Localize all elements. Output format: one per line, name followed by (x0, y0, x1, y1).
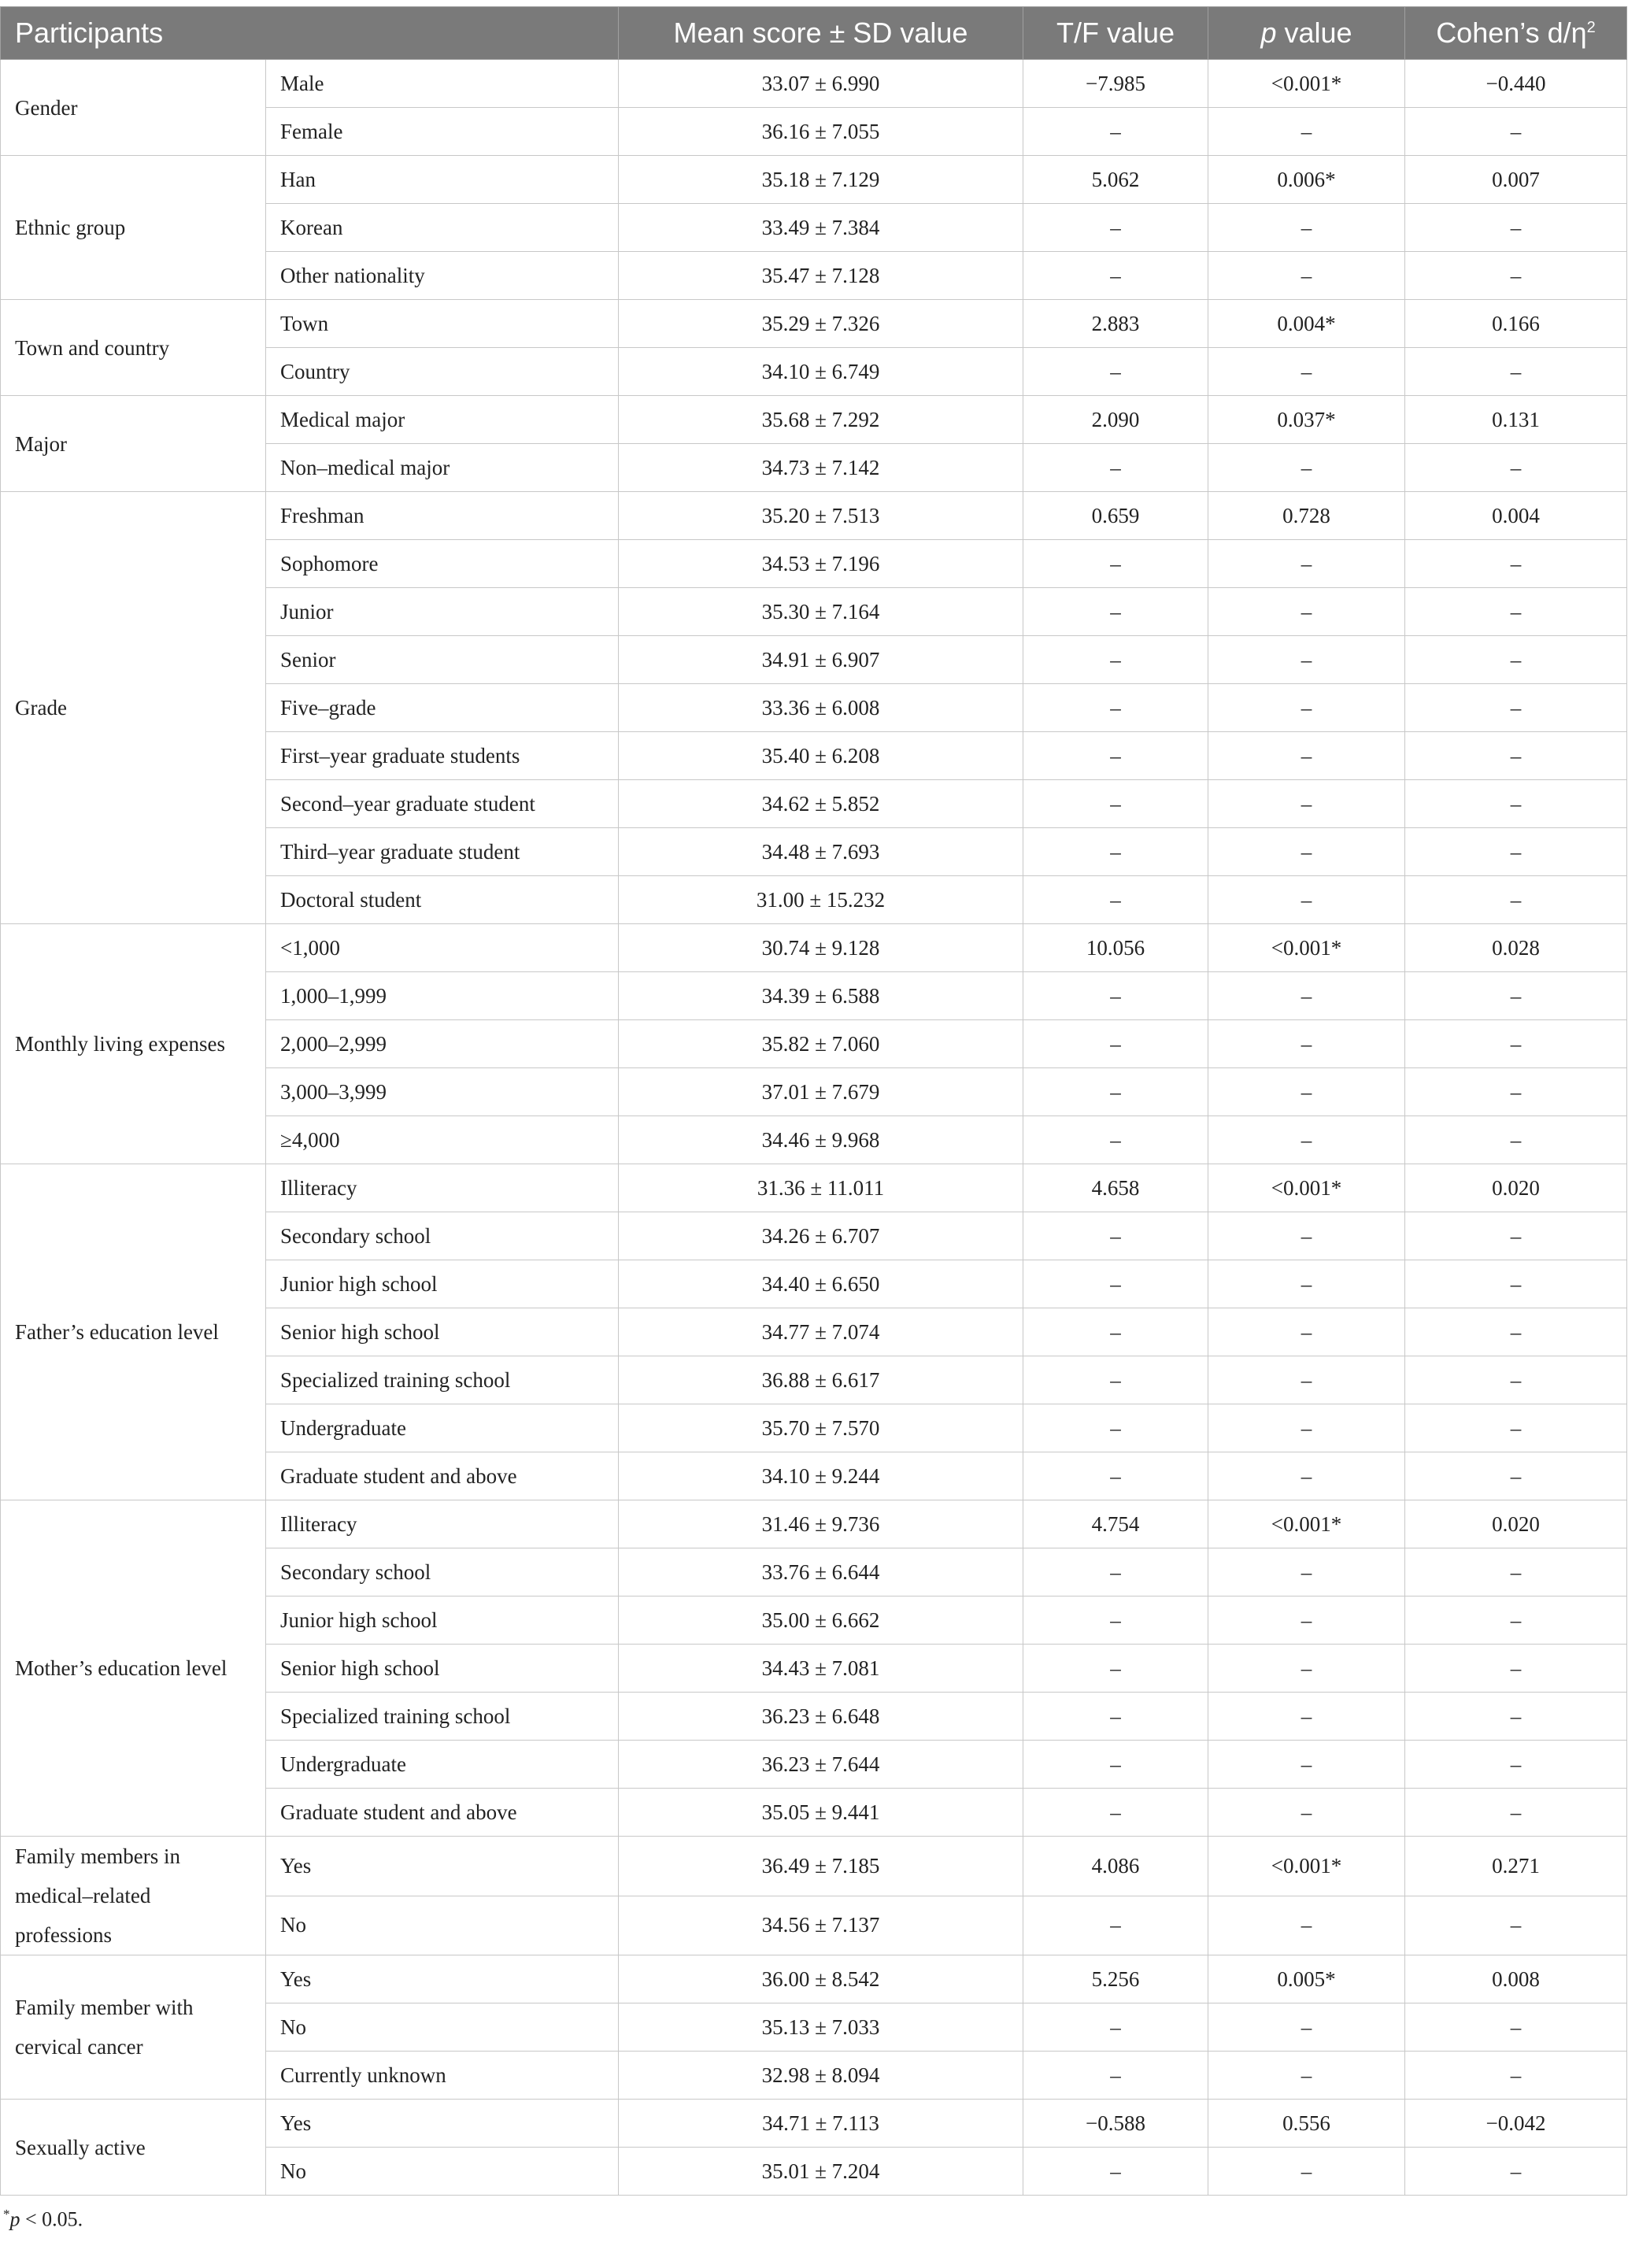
group-name-cell: Mother’s education level (1, 1500, 266, 1837)
p-value-cell: 0.005* (1208, 1955, 1405, 2003)
cohen-value-cell: – (1405, 2052, 1627, 2100)
subgroup-label-cell: Junior (266, 588, 619, 636)
tf-value-cell: – (1023, 2052, 1208, 2100)
cohen-value-cell: – (1405, 204, 1627, 252)
tf-value-cell: 4.658 (1023, 1164, 1208, 1212)
mean-score-cell: 35.82 ± 7.060 (619, 1020, 1023, 1068)
table-row (1, 60, 1627, 108)
subgroup-label-cell: 2,000–2,999 (266, 1020, 619, 1068)
subgroup-label-cell: Junior high school (266, 1596, 619, 1645)
cohen-value-cell: – (1405, 828, 1627, 876)
subgroup-label-cell: Country (266, 348, 619, 396)
mean-score-cell: 32.98 ± 8.094 (619, 2052, 1023, 2100)
p-value-cell: – (1208, 876, 1405, 924)
table-row (1, 156, 1627, 204)
p-value-cell: – (1208, 1068, 1405, 1116)
p-value-cell: – (1208, 588, 1405, 636)
subgroup-label-cell: Graduate student and above (266, 1452, 619, 1500)
subgroup-label-cell: First–year graduate students (266, 732, 619, 780)
p-value-cell: – (1208, 444, 1405, 492)
mean-score-cell: 34.71 ± 7.113 (619, 2100, 1023, 2148)
tf-value-cell: – (1023, 1741, 1208, 1789)
subgroup-label-cell: Male (266, 60, 619, 108)
mean-score-cell: 35.05 ± 9.441 (619, 1789, 1023, 1837)
mean-score-cell: 36.23 ± 7.644 (619, 1741, 1023, 1789)
mean-score-cell: 33.07 ± 6.990 (619, 60, 1023, 108)
subgroup-label-cell: Five–grade (266, 684, 619, 732)
results-table (0, 6, 1627, 2196)
subgroup-label-cell: Specialized training school (266, 1693, 619, 1741)
p-value-cell: – (1208, 540, 1405, 588)
p-value-cell: – (1208, 1596, 1405, 1645)
p-value-cell: <0.001* (1208, 1164, 1405, 1212)
p-value-cell: – (1208, 2003, 1405, 2052)
subgroup-label-cell: Han (266, 156, 619, 204)
header-row (1, 7, 1627, 60)
mean-score-cell: 34.40 ± 6.650 (619, 1260, 1023, 1308)
tf-value-cell: – (1023, 1356, 1208, 1404)
cohen-value-cell: – (1405, 1116, 1627, 1164)
mean-score-cell: 33.76 ± 6.644 (619, 1548, 1023, 1596)
cohen-value-cell: 0.007 (1405, 156, 1627, 204)
mean-score-cell: 35.01 ± 7.204 (619, 2148, 1023, 2196)
subgroup-label-cell: No (266, 2003, 619, 2052)
mean-score-cell: 34.26 ± 6.707 (619, 1212, 1023, 1260)
p-value-cell: – (1208, 1548, 1405, 1596)
cohen-value-cell: 0.271 (1405, 1837, 1627, 1896)
p-value-cell: – (1208, 1212, 1405, 1260)
mean-score-cell: 35.40 ± 6.208 (619, 732, 1023, 780)
cohen-value-cell: – (1405, 780, 1627, 828)
subgroup-label-cell: Non–medical major (266, 444, 619, 492)
mean-score-cell: 34.56 ± 7.137 (619, 1896, 1023, 1955)
mean-score-cell: 34.10 ± 6.749 (619, 348, 1023, 396)
subgroup-label-cell: Currently unknown (266, 2052, 619, 2100)
table-row (1, 492, 1627, 540)
tf-value-cell: – (1023, 1308, 1208, 1356)
subgroup-label-cell: Yes (266, 1955, 619, 2003)
header-p-value (1208, 7, 1405, 60)
cohen-value-cell: – (1405, 1308, 1627, 1356)
group-name-cell: Family member with cervical cancer (1, 1955, 266, 2100)
cohen-value-cell: – (1405, 2148, 1627, 2196)
cohen-value-cell: – (1405, 1896, 1627, 1955)
tf-value-cell: – (1023, 732, 1208, 780)
p-value-cell: – (1208, 972, 1405, 1020)
mean-score-cell: 34.62 ± 5.852 (619, 780, 1023, 828)
mean-score-cell: 33.36 ± 6.008 (619, 684, 1023, 732)
cohen-value-cell: 0.020 (1405, 1500, 1627, 1548)
cohen-value-cell: 0.028 (1405, 924, 1627, 972)
header-p-rest: value (1276, 17, 1352, 49)
cohen-value-cell: – (1405, 1645, 1627, 1693)
subgroup-label-cell: Junior high school (266, 1260, 619, 1308)
p-value-cell: – (1208, 828, 1405, 876)
group-name-cell: Major (1, 396, 266, 492)
tf-value-cell: – (1023, 1896, 1208, 1955)
tf-value-cell: – (1023, 972, 1208, 1020)
tf-value-cell: – (1023, 2148, 1208, 2196)
header-cohen-text: Cohen’s d/η (1436, 17, 1587, 49)
subgroup-label-cell: Freshman (266, 492, 619, 540)
subgroup-label-cell: Korean (266, 204, 619, 252)
table-row (1, 300, 1627, 348)
p-value-cell: <0.001* (1208, 1500, 1405, 1548)
cohen-value-cell: – (1405, 1068, 1627, 1116)
p-value-cell: – (1208, 1693, 1405, 1741)
group-name-cell: Father’s education level (1, 1164, 266, 1500)
tf-value-cell: – (1023, 1693, 1208, 1741)
p-value-cell: <0.001* (1208, 60, 1405, 108)
subgroup-label-cell: Yes (266, 2100, 619, 2148)
subgroup-label-cell: Other nationality (266, 252, 619, 300)
tf-value-cell: – (1023, 1452, 1208, 1500)
mean-score-cell: 31.00 ± 15.232 (619, 876, 1023, 924)
p-value-cell: 0.556 (1208, 2100, 1405, 2148)
p-value-cell: – (1208, 252, 1405, 300)
p-value-cell: 0.037* (1208, 396, 1405, 444)
p-value-cell: <0.001* (1208, 1837, 1405, 1896)
subgroup-label-cell: Second–year graduate student (266, 780, 619, 828)
p-value-cell: – (1208, 1452, 1405, 1500)
subgroup-label-cell: Undergraduate (266, 1741, 619, 1789)
subgroup-label-cell: <1,000 (266, 924, 619, 972)
cohen-value-cell: −0.042 (1405, 2100, 1627, 2148)
p-value-cell: – (1208, 1260, 1405, 1308)
table-row (1, 1164, 1627, 1212)
footnote-mark: * (3, 2207, 10, 2222)
tf-value-cell: – (1023, 1645, 1208, 1693)
tf-value-cell: 5.062 (1023, 156, 1208, 204)
cohen-value-cell: – (1405, 972, 1627, 1020)
footnote-p: p (9, 2207, 20, 2231)
subgroup-label-cell: 3,000–3,999 (266, 1068, 619, 1116)
p-value-cell: – (1208, 1741, 1405, 1789)
mean-score-cell: 36.23 ± 6.648 (619, 1693, 1023, 1741)
mean-score-cell: 37.01 ± 7.679 (619, 1068, 1023, 1116)
cohen-value-cell: – (1405, 1212, 1627, 1260)
footnote (3, 2207, 1628, 2232)
tf-value-cell: – (1023, 1116, 1208, 1164)
p-value-cell: – (1208, 108, 1405, 156)
mean-score-cell: 31.46 ± 9.736 (619, 1500, 1023, 1548)
table-row (1, 1837, 1627, 1896)
tf-value-cell: – (1023, 588, 1208, 636)
table-row (1, 924, 1627, 972)
cohen-value-cell: – (1405, 1452, 1627, 1500)
cohen-value-cell: −0.440 (1405, 60, 1627, 108)
cohen-value-cell: – (1405, 1356, 1627, 1404)
cohen-value-cell: – (1405, 1693, 1627, 1741)
mean-score-cell: 35.20 ± 7.513 (619, 492, 1023, 540)
cohen-value-cell: 0.020 (1405, 1164, 1627, 1212)
cohen-value-cell: – (1405, 876, 1627, 924)
subgroup-label-cell: Senior high school (266, 1308, 619, 1356)
p-value-cell: – (1208, 732, 1405, 780)
p-value-cell: – (1208, 348, 1405, 396)
mean-score-cell: 34.48 ± 7.693 (619, 828, 1023, 876)
cohen-value-cell: 0.008 (1405, 1955, 1627, 2003)
mean-score-cell: 35.13 ± 7.033 (619, 2003, 1023, 2052)
header-cohen-sup: 2 (1586, 19, 1596, 36)
cohen-value-cell: – (1405, 444, 1627, 492)
cohen-value-cell: 0.131 (1405, 396, 1627, 444)
tf-value-cell: – (1023, 780, 1208, 828)
footnote-text: < 0.05. (20, 2207, 83, 2231)
subgroup-label-cell: No (266, 2148, 619, 2196)
tf-value-cell: – (1023, 252, 1208, 300)
cohen-value-cell: – (1405, 252, 1627, 300)
subgroup-label-cell: Secondary school (266, 1212, 619, 1260)
subgroup-label-cell: Secondary school (266, 1548, 619, 1596)
group-name-cell: Gender (1, 60, 266, 156)
cohen-value-cell: – (1405, 1404, 1627, 1452)
group-name-cell: Monthly living expenses (1, 924, 266, 1164)
header-cohen (1405, 7, 1627, 60)
cohen-value-cell: – (1405, 1020, 1627, 1068)
p-value-cell: – (1208, 1356, 1405, 1404)
p-value-cell: – (1208, 780, 1405, 828)
table-body (1, 60, 1627, 2196)
header-tf-value: T/F value (1023, 7, 1208, 60)
subgroup-label-cell: 1,000–1,999 (266, 972, 619, 1020)
mean-score-cell: 35.30 ± 7.164 (619, 588, 1023, 636)
group-name-cell: Town and country (1, 300, 266, 396)
mean-score-cell: 34.53 ± 7.196 (619, 540, 1023, 588)
subgroup-label-cell: Undergraduate (266, 1404, 619, 1452)
subgroup-label-cell: No (266, 1896, 619, 1955)
p-value-cell: – (1208, 1896, 1405, 1955)
table-row (1, 396, 1627, 444)
cohen-value-cell: – (1405, 108, 1627, 156)
tf-value-cell: 10.056 (1023, 924, 1208, 972)
table-row (1, 1955, 1627, 2003)
p-value-cell: – (1208, 1645, 1405, 1693)
mean-score-cell: 36.88 ± 6.617 (619, 1356, 1023, 1404)
tf-value-cell: – (1023, 204, 1208, 252)
mean-score-cell: 35.70 ± 7.570 (619, 1404, 1023, 1452)
tf-value-cell: – (1023, 1020, 1208, 1068)
tf-value-cell: – (1023, 1068, 1208, 1116)
mean-score-cell: 34.77 ± 7.074 (619, 1308, 1023, 1356)
p-value-cell: – (1208, 684, 1405, 732)
mean-score-cell: 36.16 ± 7.055 (619, 108, 1023, 156)
cohen-value-cell: – (1405, 348, 1627, 396)
subgroup-label-cell: Doctoral student (266, 876, 619, 924)
tf-value-cell: – (1023, 444, 1208, 492)
cohen-value-cell: – (1405, 1789, 1627, 1837)
table-row (1, 1500, 1627, 1548)
cohen-value-cell: – (1405, 1548, 1627, 1596)
p-value-cell: – (1208, 1404, 1405, 1452)
mean-score-cell: 35.00 ± 6.662 (619, 1596, 1023, 1645)
p-value-cell: – (1208, 2052, 1405, 2100)
subgroup-label-cell: ≥4,000 (266, 1116, 619, 1164)
p-value-cell: 0.004* (1208, 300, 1405, 348)
mean-score-cell: 35.68 ± 7.292 (619, 396, 1023, 444)
subgroup-label-cell: Senior (266, 636, 619, 684)
tf-value-cell: – (1023, 540, 1208, 588)
mean-score-cell: 35.47 ± 7.128 (619, 252, 1023, 300)
cohen-value-cell: – (1405, 588, 1627, 636)
group-name-cell: Sexually active (1, 2100, 266, 2196)
subgroup-label-cell: Medical major (266, 396, 619, 444)
cohen-value-cell: – (1405, 540, 1627, 588)
mean-score-cell: 34.43 ± 7.081 (619, 1645, 1023, 1693)
subgroup-label-cell: Senior high school (266, 1645, 619, 1693)
tf-value-cell: – (1023, 348, 1208, 396)
tf-value-cell: – (1023, 108, 1208, 156)
cohen-value-cell: 0.004 (1405, 492, 1627, 540)
mean-score-cell: 35.18 ± 7.129 (619, 156, 1023, 204)
tf-value-cell: – (1023, 876, 1208, 924)
subgroup-label-cell: Town (266, 300, 619, 348)
cohen-value-cell: – (1405, 732, 1627, 780)
mean-score-cell: 35.29 ± 7.326 (619, 300, 1023, 348)
tf-value-cell: 2.090 (1023, 396, 1208, 444)
tf-value-cell: 4.086 (1023, 1837, 1208, 1896)
tf-value-cell: – (1023, 1404, 1208, 1452)
mean-score-cell: 33.49 ± 7.384 (619, 204, 1023, 252)
header-p-italic: p (1260, 17, 1277, 49)
group-name-cell: Ethnic group (1, 156, 266, 300)
cohen-value-cell: – (1405, 1596, 1627, 1645)
cohen-value-cell: – (1405, 1260, 1627, 1308)
subgroup-label-cell: Graduate student and above (266, 1789, 619, 1837)
table-row (1, 2100, 1627, 2148)
tf-value-cell: – (1023, 2003, 1208, 2052)
p-value-cell: – (1208, 1116, 1405, 1164)
tf-value-cell: 2.883 (1023, 300, 1208, 348)
cohen-value-cell: – (1405, 2003, 1627, 2052)
tf-value-cell: – (1023, 1596, 1208, 1645)
mean-score-cell: 36.00 ± 8.542 (619, 1955, 1023, 2003)
mean-score-cell: 34.46 ± 9.968 (619, 1116, 1023, 1164)
p-value-cell: <0.001* (1208, 924, 1405, 972)
tf-value-cell: 4.754 (1023, 1500, 1208, 1548)
p-value-cell: 0.006* (1208, 156, 1405, 204)
mean-score-cell: 34.39 ± 6.588 (619, 972, 1023, 1020)
subgroup-label-cell: Specialized training school (266, 1356, 619, 1404)
cohen-value-cell: – (1405, 684, 1627, 732)
group-name-cell: Grade (1, 492, 266, 924)
tf-value-cell: – (1023, 1548, 1208, 1596)
subgroup-label-cell: Female (266, 108, 619, 156)
tf-value-cell: – (1023, 684, 1208, 732)
mean-score-cell: 31.36 ± 11.011 (619, 1164, 1023, 1212)
cohen-value-cell: 0.166 (1405, 300, 1627, 348)
subgroup-label-cell: Yes (266, 1837, 619, 1896)
tf-value-cell: – (1023, 1260, 1208, 1308)
tf-value-cell: −7.985 (1023, 60, 1208, 108)
p-value-cell: – (1208, 2148, 1405, 2196)
cohen-value-cell: – (1405, 1741, 1627, 1789)
tf-value-cell: 5.256 (1023, 1955, 1208, 2003)
group-name-cell: Family members in medical–related professions (1, 1837, 266, 1955)
tf-value-cell: – (1023, 1789, 1208, 1837)
tf-value-cell: – (1023, 1212, 1208, 1260)
p-value-cell: – (1208, 1020, 1405, 1068)
tf-value-cell: – (1023, 828, 1208, 876)
tf-value-cell: 0.659 (1023, 492, 1208, 540)
p-value-cell: 0.728 (1208, 492, 1405, 540)
p-value-cell: – (1208, 204, 1405, 252)
header-mean-score: Mean score ± SD value (619, 7, 1023, 60)
mean-score-cell: 30.74 ± 9.128 (619, 924, 1023, 972)
mean-score-cell: 34.10 ± 9.244 (619, 1452, 1023, 1500)
tf-value-cell: −0.588 (1023, 2100, 1208, 2148)
subgroup-label-cell: Third–year graduate student (266, 828, 619, 876)
p-value-cell: – (1208, 1789, 1405, 1837)
mean-score-cell: 34.91 ± 6.907 (619, 636, 1023, 684)
subgroup-label-cell: Illiteracy (266, 1164, 619, 1212)
subgroup-label-cell: Sophomore (266, 540, 619, 588)
tf-value-cell: – (1023, 636, 1208, 684)
header-participants: Participants (1, 7, 619, 60)
p-value-cell: – (1208, 636, 1405, 684)
subgroup-label-cell: Illiteracy (266, 1500, 619, 1548)
cohen-value-cell: – (1405, 636, 1627, 684)
table-container (0, 6, 1628, 2232)
mean-score-cell: 34.73 ± 7.142 (619, 444, 1023, 492)
p-value-cell: – (1208, 1308, 1405, 1356)
mean-score-cell: 36.49 ± 7.185 (619, 1837, 1023, 1896)
